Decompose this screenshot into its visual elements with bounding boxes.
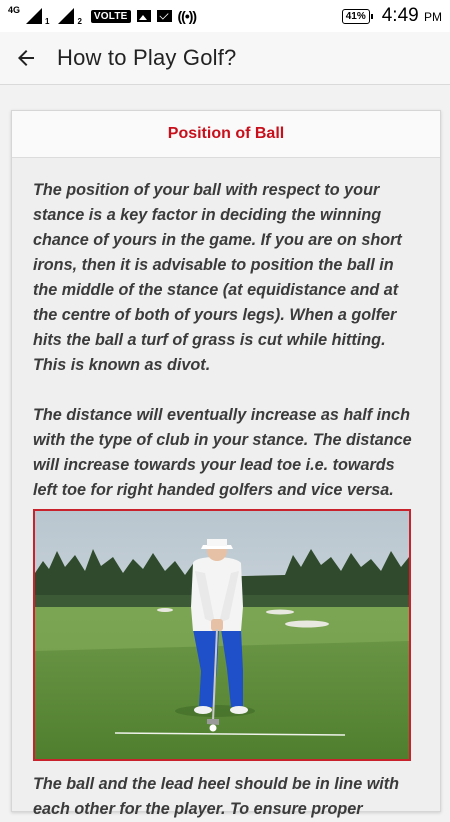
back-button[interactable]	[4, 36, 48, 80]
card-header	[12, 111, 440, 158]
clock	[382, 5, 442, 27]
volte-badge: VOLTE	[91, 10, 131, 23]
sim-number: 2	[77, 16, 82, 26]
content-card	[11, 110, 441, 818]
status-left	[8, 5, 197, 26]
app-bar	[0, 32, 450, 85]
battery-icon: 41%	[342, 9, 370, 24]
signal-icon	[26, 8, 42, 24]
gallery-icon	[137, 10, 151, 22]
status-right	[342, 5, 442, 27]
arrow-back-icon	[14, 46, 38, 70]
clock-time: 4:49	[381, 5, 419, 26]
status-bar	[0, 0, 450, 32]
card-body	[12, 158, 440, 822]
paragraph: The ball and the lead heel should be in line with each other for the player. To ensure proper	[33, 775, 400, 818]
sim-number: 1	[45, 16, 50, 26]
hotspot-icon: ((•))	[177, 8, 197, 24]
paragraph: The distance will eventually increase as half inch with the type of club in your stance. The distance will increase towards your lead toe i.e. towards left toe for right handed golfers and vice versa.	[33, 406, 412, 499]
golfer-illustration	[35, 511, 409, 759]
signal-icon	[58, 8, 74, 24]
clock-ampm: PM	[424, 10, 442, 24]
gmail-icon	[157, 10, 172, 22]
paragraph: The position of your ball with respect to your stance is a key factor in deciding the winning chance of yours in the game. If you are on short irons, then it is advisable to position the ball in the middle of the stance (at equidistance and at the centre of both of yours legs). When a golfer hits the ball a turf of grass is cut while hitting. This is known as divot.	[33, 181, 402, 374]
card-title: Position of Ball	[167, 125, 285, 142]
golfer-stance-image	[33, 509, 411, 761]
network-type: 4G	[8, 5, 21, 15]
page-title: How to Play Golf?	[57, 45, 237, 70]
